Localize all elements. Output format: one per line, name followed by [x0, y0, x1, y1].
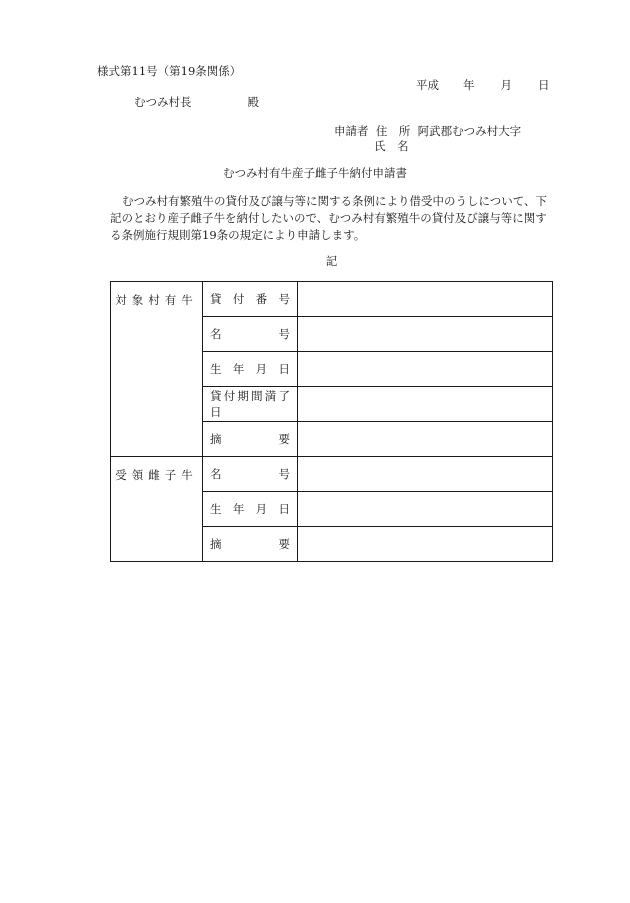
field-value-cell[interactable]	[298, 317, 553, 352]
field-value-cell[interactable]	[298, 352, 553, 387]
field-value-cell[interactable]	[298, 422, 553, 457]
field-value-cell[interactable]	[298, 282, 553, 317]
table-row	[111, 457, 553, 492]
field-value-cell[interactable]	[298, 527, 553, 562]
applicant-address-line	[334, 124, 521, 138]
form-number: 様式第11号（第19条関係）	[97, 64, 242, 78]
field-label-cell	[203, 352, 298, 387]
date-year: 年	[463, 78, 475, 92]
addressee	[134, 95, 259, 109]
field-label-cell	[203, 387, 298, 422]
document-title: むつみ村有牛産子雌子牛納付申請書	[223, 166, 407, 180]
body-paragraph: むつみ村有繁殖牛の貸付及び譲与等に関する条例により借受中のうしについて、下記のとおり産子雌子牛を納付したいので、むつみ村有繁殖牛の貸付及び譲与等に関する条例施行規則第19条の規定により申請します。	[110, 194, 548, 242]
address-label: 住 所	[375, 124, 411, 138]
group1-label-cell	[111, 282, 203, 457]
applicant-name-line	[374, 139, 409, 153]
table-row	[111, 282, 553, 317]
field-label: 貸付番号	[210, 292, 290, 306]
field-label: 名号	[210, 327, 290, 341]
group-label: 受領雌子牛	[115, 468, 198, 482]
field-label: 摘要	[210, 432, 290, 446]
field-label-cell	[203, 282, 298, 317]
field-label-cell	[203, 317, 298, 352]
name-label: 氏 名	[374, 139, 409, 153]
field-label: 摘要	[210, 537, 290, 551]
field-label-cell	[203, 492, 298, 527]
addressee-name: むつみ村長	[134, 95, 192, 109]
date-era: 平成	[416, 78, 439, 92]
field-value-cell[interactable]	[298, 457, 553, 492]
applicant-label: 申請者	[334, 124, 369, 138]
group2-label-cell	[111, 457, 203, 562]
field-label: 貸付期間満了日	[210, 389, 290, 419]
ki-heading: 記	[325, 254, 338, 268]
date-month: 月	[500, 78, 512, 92]
record-table	[110, 281, 553, 562]
date-line	[416, 78, 550, 92]
field-label-cell	[203, 457, 298, 492]
field-label-cell	[203, 527, 298, 562]
address-value: 阿武郡むつみ村大字	[417, 124, 522, 138]
field-label: 生年月日	[210, 362, 290, 376]
field-value-cell[interactable]	[298, 387, 553, 422]
field-label: 名号	[210, 467, 290, 481]
group-label: 対象村有牛	[115, 293, 198, 307]
field-label-cell	[203, 422, 298, 457]
field-value-cell[interactable]	[298, 492, 553, 527]
date-day: 日	[538, 78, 550, 92]
addressee-honorific: 殿	[247, 95, 259, 109]
field-label: 生年月日	[210, 502, 290, 516]
